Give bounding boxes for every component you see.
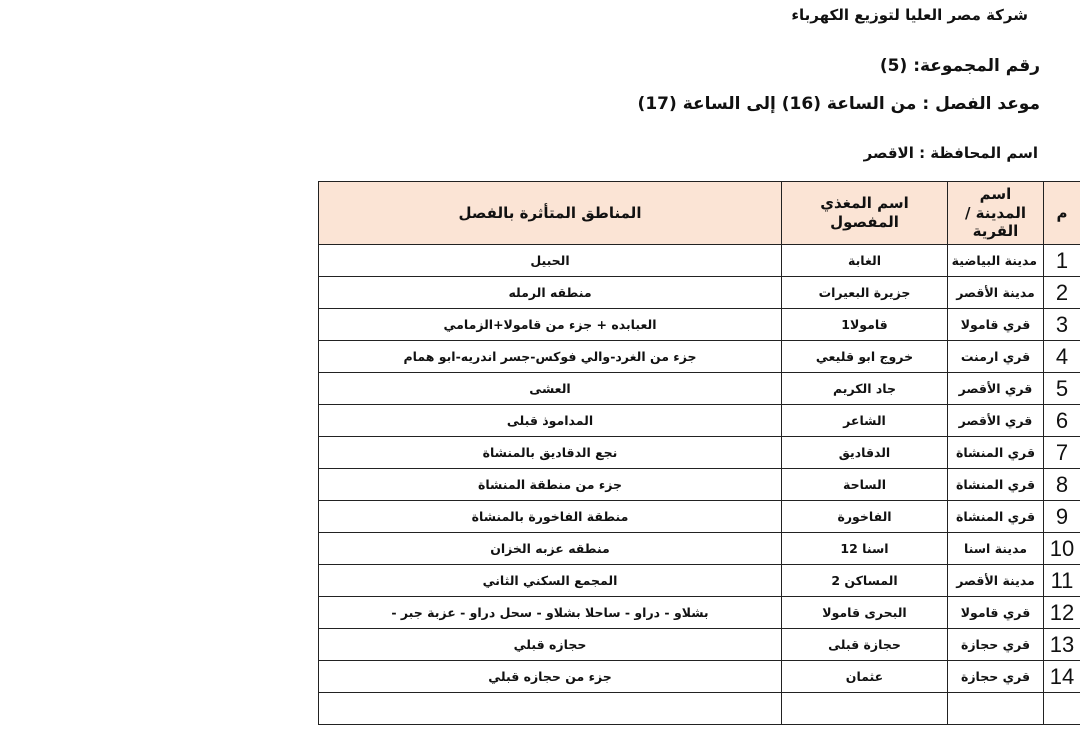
outage-schedule-table — [318, 181, 1080, 725]
row-number: 8 — [1044, 469, 1080, 501]
row-areas: منطقة الفاخورة بالمنشاة — [319, 501, 782, 533]
row-city: قري حجازة — [948, 661, 1044, 693]
table-row — [319, 565, 1080, 597]
row-city: قري الأقصر — [948, 373, 1044, 405]
row-city: مدينة الأقصر — [948, 277, 1044, 309]
table-header-row — [319, 182, 1080, 245]
row-city: مدينة اسنا — [948, 533, 1044, 565]
row-feeder: خروج ابو قليعي — [782, 341, 948, 373]
row-areas: منطقه عزبه الخزان — [319, 533, 782, 565]
row-city: قري المنشاة — [948, 469, 1044, 501]
row-number: 12 — [1044, 597, 1080, 629]
row-number: 13 — [1044, 629, 1080, 661]
row-feeder: الشاعر — [782, 405, 948, 437]
table-row — [319, 693, 1080, 725]
row-number: 1 — [1044, 245, 1080, 277]
row-feeder: المساكن 2 — [782, 565, 948, 597]
row-number: 2 — [1044, 277, 1080, 309]
row-areas — [319, 693, 782, 725]
row-feeder: قامولا1 — [782, 309, 948, 341]
row-feeder: حجازة قبلى — [782, 629, 948, 661]
row-number: 7 — [1044, 437, 1080, 469]
group-number: رقم المجموعة: (5) — [879, 56, 1040, 76]
table-row — [319, 501, 1080, 533]
table-row — [319, 405, 1080, 437]
row-city: قري حجازة — [948, 629, 1044, 661]
table-row — [319, 469, 1080, 501]
table-row — [319, 309, 1080, 341]
row-number — [1044, 693, 1080, 725]
row-areas: جزء من منطقة المنشاة — [319, 469, 782, 501]
header-city: اسم المدينة / القرية — [948, 182, 1044, 245]
row-city: مدينة البياضية — [948, 245, 1044, 277]
table-row — [319, 245, 1080, 277]
row-feeder: جزيرة البعيرات — [782, 277, 948, 309]
row-city: قري قامولا — [948, 309, 1044, 341]
row-number: 10 — [1044, 533, 1080, 565]
row-areas: العبابده + جزء من قامولا+الزمامي — [319, 309, 782, 341]
row-number: 6 — [1044, 405, 1080, 437]
row-areas: العشى — [319, 373, 782, 405]
header-feeder: اسم المغذي المفصول — [782, 182, 948, 245]
row-city: قري المنشاة — [948, 501, 1044, 533]
row-areas: الحبيل — [319, 245, 782, 277]
row-city: مدينة الأقصر — [948, 565, 1044, 597]
row-city: قري الأقصر — [948, 405, 1044, 437]
row-areas: حجازه قبلي — [319, 629, 782, 661]
row-areas: المجمع السكني الثاني — [319, 565, 782, 597]
table-row — [319, 373, 1080, 405]
table-row — [319, 277, 1080, 309]
row-feeder: الساحة — [782, 469, 948, 501]
header-areas: المناطق المتأثرة بالفصل — [319, 182, 782, 245]
row-number: 4 — [1044, 341, 1080, 373]
table-row — [319, 597, 1080, 629]
table-row — [319, 661, 1080, 693]
header-num: م — [1044, 182, 1080, 245]
row-feeder: البحرى قامولا — [782, 597, 948, 629]
row-feeder: جاد الكريم — [782, 373, 948, 405]
row-areas: المداموذ قبلى — [319, 405, 782, 437]
row-number: 11 — [1044, 565, 1080, 597]
table-row — [319, 437, 1080, 469]
row-feeder: عثمان — [782, 661, 948, 693]
table-row — [319, 533, 1080, 565]
row-feeder: الدقاديق — [782, 437, 948, 469]
row-feeder: الفاخورة — [782, 501, 948, 533]
row-number: 3 — [1044, 309, 1080, 341]
row-areas: بشلاو - دراو - ساحلا بشلاو - سحل دراو - عزبة جبر - — [319, 597, 782, 629]
row-feeder — [782, 693, 948, 725]
row-feeder: اسنا 12 — [782, 533, 948, 565]
row-number: 5 — [1044, 373, 1080, 405]
table-row — [319, 341, 1080, 373]
row-city: قري قامولا — [948, 597, 1044, 629]
row-number: 14 — [1044, 661, 1080, 693]
table-row — [319, 629, 1080, 661]
row-feeder: الغابة — [782, 245, 948, 277]
governorate-name: اسم المحافظة : الاقصر — [863, 144, 1038, 162]
row-areas: نجع الدقاديق بالمنشاة — [319, 437, 782, 469]
row-city: قري ارمنت — [948, 341, 1044, 373]
company-name: شركة مصر العليا لتوزيع الكهرباء — [791, 6, 1028, 24]
row-city: قري المنشاة — [948, 437, 1044, 469]
row-areas: جزء من الغرد-والي فوكس-جسر اندريه-ابو همام — [319, 341, 782, 373]
row-areas: جزء من حجازه قبلي — [319, 661, 782, 693]
row-areas: منطقه الرمله — [319, 277, 782, 309]
cutoff-time: موعد الفصل : من الساعة (16) إلى الساعة (17) — [637, 94, 1040, 114]
row-city — [948, 693, 1044, 725]
row-number: 9 — [1044, 501, 1080, 533]
